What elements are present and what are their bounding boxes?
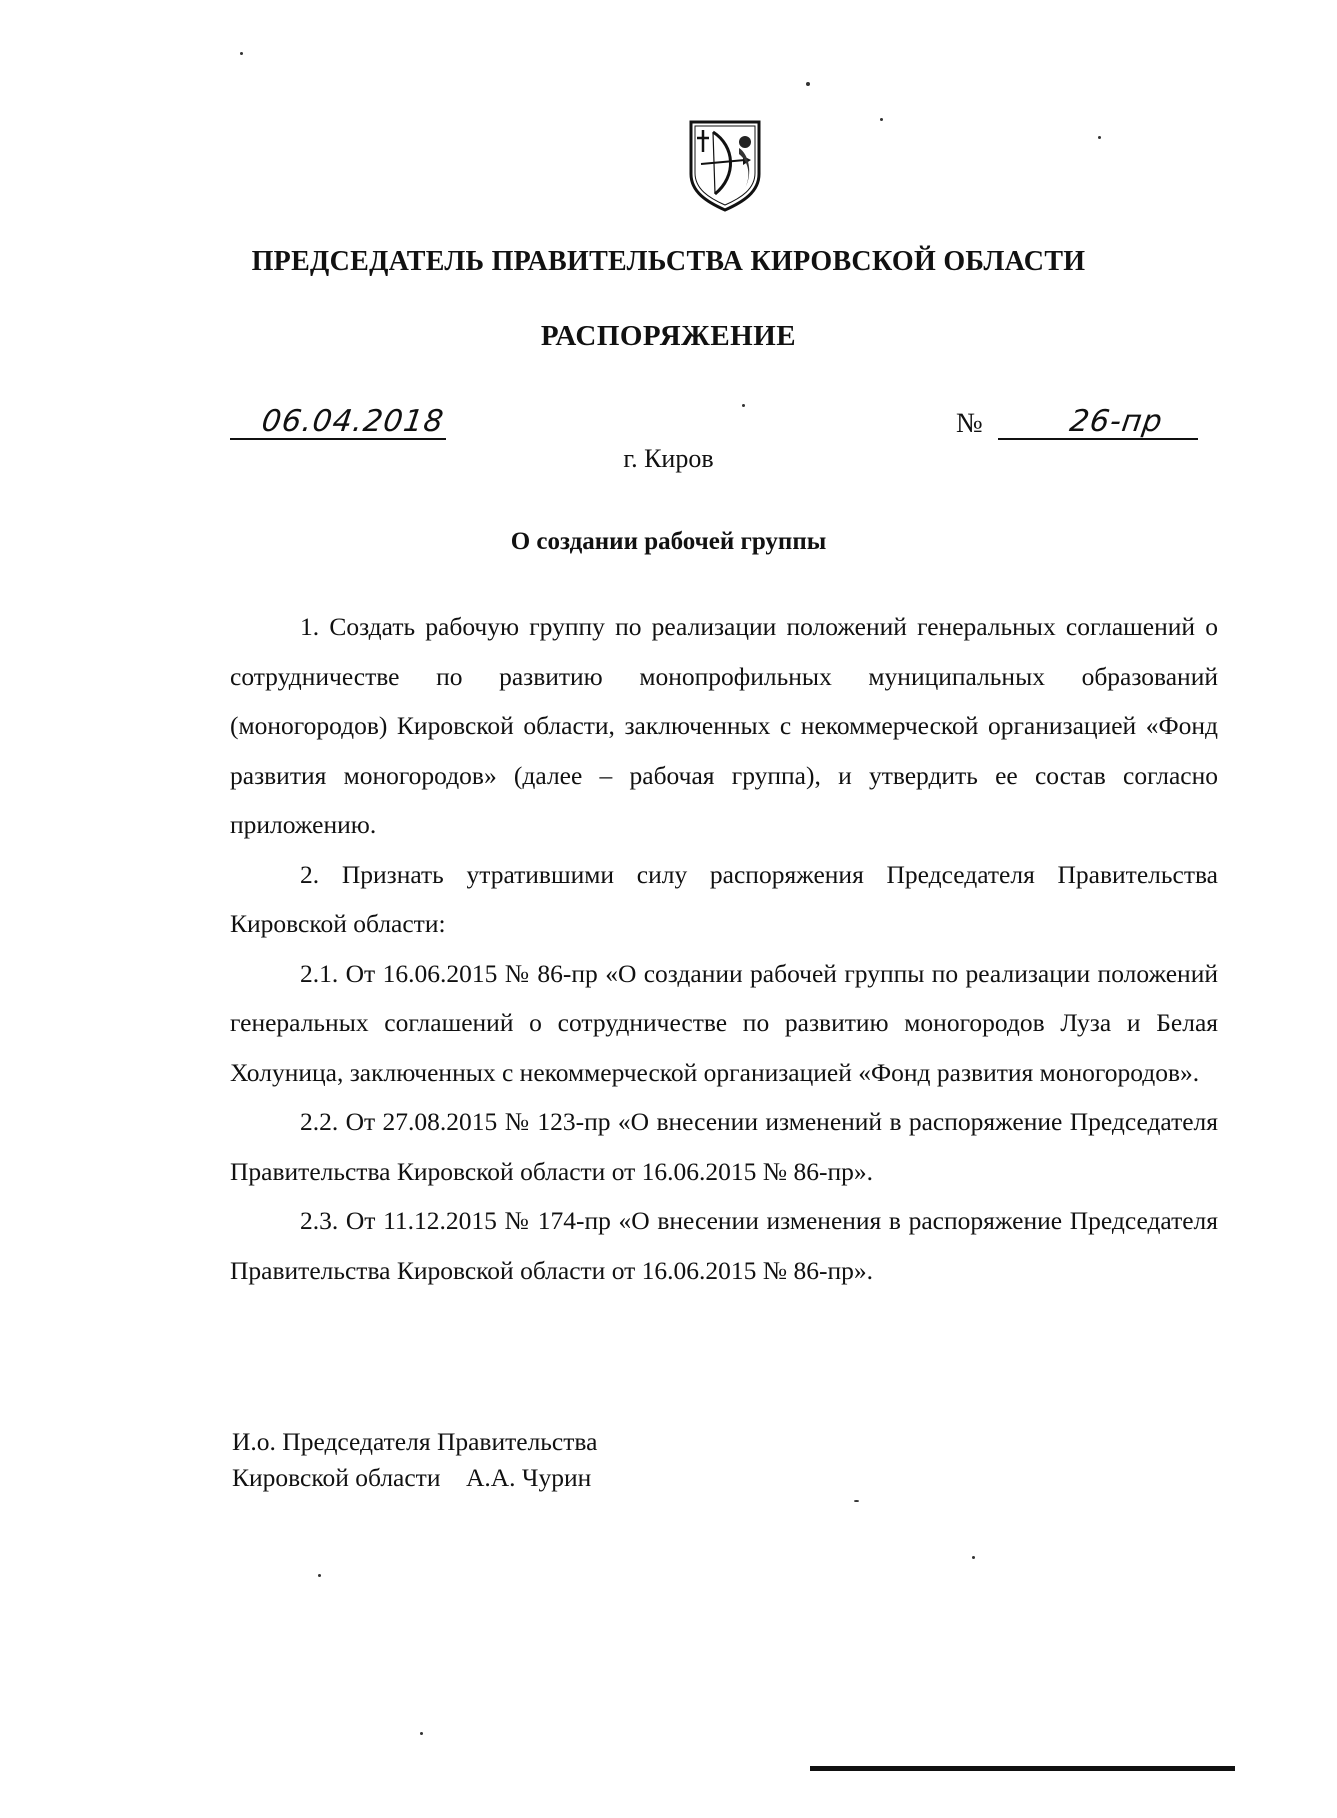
paragraph: 2. Признать утратившими силу распоряжения Председателя Правительства Кировской области: bbox=[230, 859, 1218, 938]
document-date-field bbox=[230, 404, 446, 444]
scan-speck bbox=[880, 118, 883, 121]
date-underline bbox=[230, 438, 446, 440]
paragraph: 2.3. От 11.12.2015 № 174-пр «О внесении изменения в распоряжение Председателя Правительства Кировской области от 16.06.2015 № 86-пр». bbox=[230, 1206, 1218, 1285]
issuing-authority: ПРЕДСЕДАТЕЛЬ ПРАВИТЕЛЬСТВА КИРОВСКОЙ ОБЛАСТИ bbox=[251, 246, 1086, 277]
number-underline bbox=[998, 438, 1198, 440]
scan-speck bbox=[972, 1556, 975, 1559]
paragraph: 1. Создать рабочую группу по реализации положений генеральных соглашений о сотрудничестве по развитию монопрофильных муниципальных образований (моногородов) Кировской области, заключенных с некоммерческой организацией «Фонд развития моногородов» (далее – рабочая группа), и утвердить ее состав согласно приложению. bbox=[230, 612, 1218, 839]
coat-of-arms-icon bbox=[687, 118, 763, 212]
signatory-name: Кировской области А.А. Чурин bbox=[232, 1463, 592, 1492]
scan-speck bbox=[240, 52, 243, 55]
document-type: РАСПОРЯЖЕНИЕ bbox=[540, 320, 797, 352]
scan-speck bbox=[854, 1500, 859, 1502]
number-sign: № bbox=[956, 408, 983, 439]
signature-block bbox=[232, 1424, 597, 1496]
document-subject: О создании рабочей группы bbox=[510, 528, 827, 555]
document-number-field bbox=[998, 404, 1198, 444]
document-body bbox=[230, 602, 1218, 1295]
scan-speck bbox=[420, 1732, 423, 1735]
scan-speck bbox=[742, 404, 745, 407]
paragraph: 2.1. От 16.06.2015 № 86-пр «О создании рабочей группы по реализации положений генеральных соглашений о сотрудничестве по развитию моногородов Луза и Белая Холуница, заключенных с некоммерческой организацией «Фонд развития моногородов». bbox=[230, 958, 1218, 1087]
scan-artifact-line bbox=[810, 1766, 1235, 1771]
scan-speck bbox=[1098, 136, 1101, 139]
document-date: 06.04.2018 bbox=[259, 404, 447, 439]
scan-speck bbox=[806, 82, 810, 86]
city: г. Киров bbox=[623, 444, 714, 473]
signatory-title: И.о. Председателя Правительства bbox=[232, 1427, 598, 1456]
document-number: 26-пр bbox=[1067, 404, 1166, 439]
scan-speck bbox=[318, 1574, 321, 1577]
paragraph: 2.2. От 27.08.2015 № 123-пр «О внесении изменений в распоряжение Председателя Правительства Кировской области от 16.06.2015 № 86-пр». bbox=[230, 1107, 1218, 1186]
